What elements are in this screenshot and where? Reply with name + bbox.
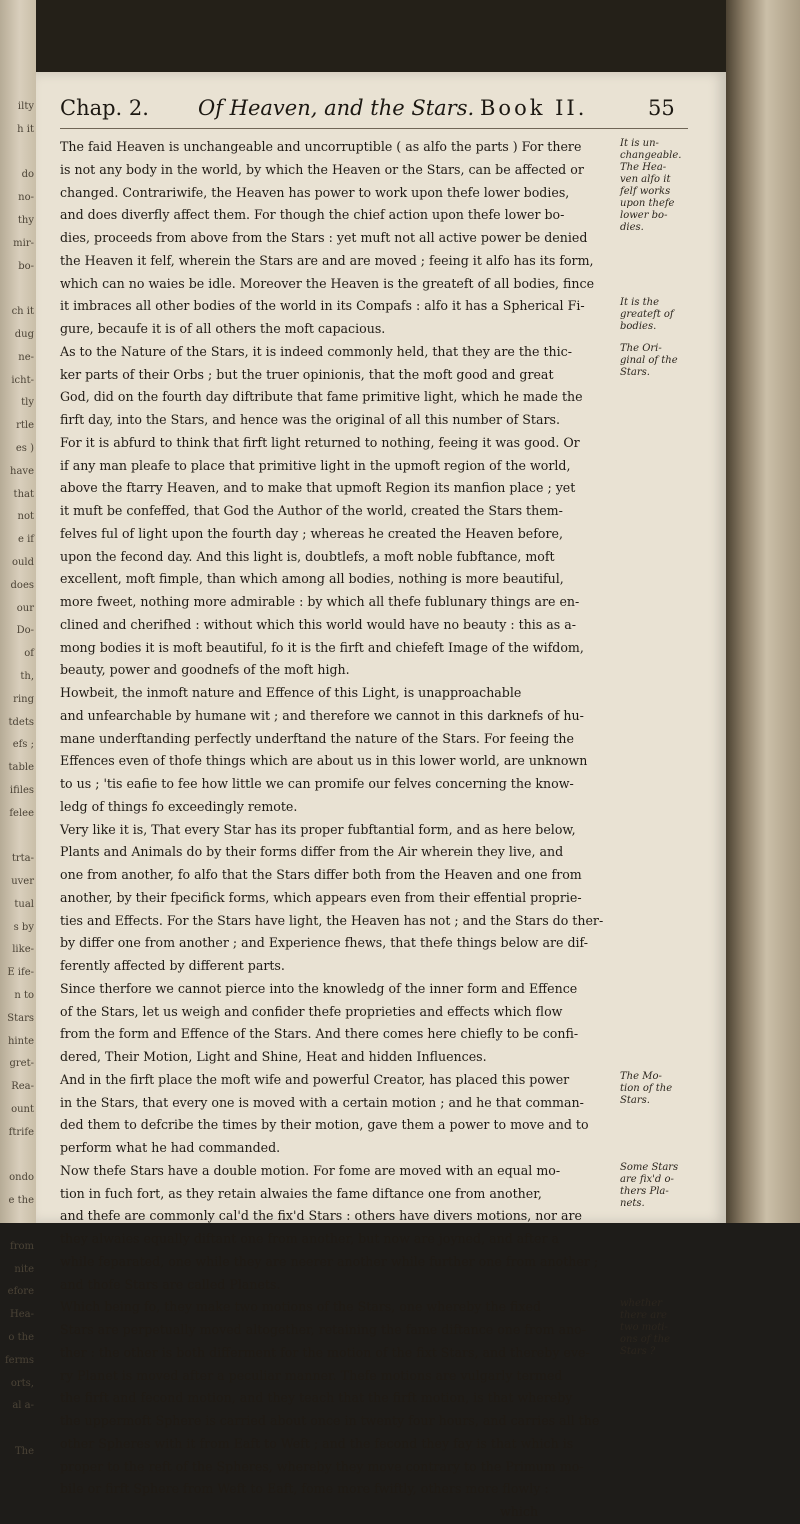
text-line: the uppermoft Sphere is carried about once in twenty four hours, and carries all the (60, 1413, 600, 1428)
margin-note-line: Stars. (620, 1094, 650, 1106)
margin-note (620, 1162, 684, 1210)
facing-fragment: n to (14, 990, 34, 1002)
facing-fragment: ifiles (9, 784, 34, 796)
margin-note-line: dies. (620, 222, 644, 233)
text-line: while feparated, one while they are neerer another while further one from another ; (60, 1253, 599, 1269)
chapter-label: Chap. 2. (60, 96, 149, 120)
text-line: another, by their fpecifick forms, which appears even from their effential proprie- (60, 889, 582, 905)
margin-note-line: Stars ? (620, 1346, 656, 1358)
text-line: ties and Effects. For the Stars have light, the Heaven has not ; and the Stars do ther- (60, 912, 604, 928)
facing-fragment: trta- (11, 853, 34, 865)
facing-fragment: Do- (16, 625, 34, 637)
facing-fragment: ount (11, 1104, 34, 1116)
margin-note-line: whether (620, 1298, 663, 1310)
text-line: above the ftarry Heaven, and to make that upmoft Region its manfion place ; yet (60, 480, 576, 496)
facing-fragment: from (10, 1240, 34, 1252)
margin-note-line: thers Pla- (620, 1185, 669, 1197)
text-line: and unfearchable by humane wit ; and therefore we cannot in this darknefs of hu- (60, 707, 584, 723)
facing-fragment: does (10, 579, 34, 591)
text-line: ferently affected by different parts. (60, 958, 285, 973)
text-line: upon the fecond day. And this light is, doubtlefs, a moft noble fubftance, moft (60, 548, 555, 564)
text-line: by differ one from another ; and Experience fhews, that thefe things below are dif- (60, 935, 589, 951)
facing-fragment (0, 1145, 34, 1168)
text-line: tion in fuch fort, as they retain alwaies the fame diftance one from another, (60, 1185, 542, 1201)
margin-note-line: The Ori- (620, 342, 662, 354)
margin-note-line: lower bo- (620, 210, 668, 221)
facing-fragment: table (8, 762, 34, 774)
text-line: the Heaven it felf, wherein the Stars are and are moved ; feeing it alfo has its form, (60, 252, 594, 268)
text-line: God, did on the fourth day diftribute that fame primitive light, which he made the (60, 389, 583, 405)
facing-fragment: s by (13, 921, 34, 933)
text-line: proper to the reft of the Spheres, whereby they move contrary to the Primum mo- (60, 1458, 584, 1474)
facing-fragment: e the (8, 1195, 34, 1207)
text-line: from the form and Effence of the Stars. And there comes here chiefly to be confi- (60, 1026, 579, 1042)
facing-fragment: o the (8, 1332, 34, 1344)
text-line: is not any body in the world, by which the Heaven or the Stars, can be affected or (60, 161, 584, 177)
text-line: Now thefe Stars have a double motion. For fome are moved with an equal mo- (60, 1162, 561, 1178)
main-text (60, 136, 620, 1524)
text-line: other Spheres with it from Eaft to Weft ; and the fecond they fay is that which is (60, 1435, 574, 1451)
text-line: in the Stars, that every one is moved with a certain motion ; and he that comman- (60, 1094, 584, 1110)
margin-note-line: Some Stars (620, 1161, 679, 1173)
facing-fragment: es ) (15, 442, 34, 454)
text-line: Very like it is, That every Star has its proper fubftantial form, and as here below, (60, 821, 576, 837)
text-line: it imbraces all other bodies of the world in its Compafs : alfo it has a Spherical Fi- (60, 298, 585, 314)
background-top (36, 0, 726, 72)
facing-fragment: icht- (11, 374, 34, 386)
facing-fragment: thy (17, 214, 34, 226)
facing-fragment (0, 1213, 34, 1236)
facing-fragment: mir- (13, 237, 34, 249)
facing-fragment: hinte (7, 1035, 34, 1047)
facing-fragment: Rea- (11, 1081, 34, 1093)
facing-fragment: have (10, 465, 34, 477)
text-line: Effences even of thofe things which are about us in this lower world, are unknown (60, 753, 588, 769)
facing-fragment: E ife- (7, 967, 34, 979)
text-line: changed. Contrariwife, the Heaven has power to work upon thefe lower bodies, (60, 184, 570, 200)
text-line: dies, proceeds from above from the Stars : yet muft not all active power be denied (60, 230, 588, 245)
text-line: which (500, 1504, 539, 1519)
margin-note-line: there are (620, 1310, 667, 1322)
facing-fragment: nite (14, 1263, 34, 1275)
facing-fragment: tly (21, 397, 34, 409)
margin-note-line: tion of the (620, 1082, 673, 1094)
facing-fragment: tdets (8, 716, 34, 728)
margin-note-line: ons of the (620, 1334, 671, 1346)
facing-page-fragments (0, 96, 34, 1458)
running-title: Of Heaven, and the Stars. (198, 96, 475, 120)
facing-fragment: that (13, 488, 34, 500)
margin-note-line: two moti- (620, 1322, 668, 1334)
facing-fragment: rtle (16, 420, 34, 432)
margin-note-line: nets. (620, 1197, 645, 1209)
facing-fragment: ondo (9, 1172, 34, 1184)
margin-note-line: The Hea- (620, 162, 667, 173)
running-header (60, 96, 690, 130)
text-line: excellent, moft fimple, than which among all bodies, nothing is more beautiful, (60, 571, 564, 587)
text-line: For it is abfurd to think that firft light returned to nothing, feeing it was good. Or (60, 434, 580, 450)
text-line: which can no waies be idle. Moreover the Heaven is the greateft of all bodies, fince (60, 275, 595, 291)
margin-note-line: ginal of the (620, 354, 678, 366)
text-line: gure, becaufe it is of all others the moft capacious. (60, 321, 386, 336)
page-number: 55 (648, 96, 675, 120)
facing-fragment: th, (20, 670, 34, 682)
facing-fragment: ould (11, 556, 34, 568)
facing-fragment: of (24, 648, 34, 660)
text-line: and thofe Stars are called Planets. (60, 1276, 281, 1292)
text-line: the firft and fecond motion, and they teach that the firft motion, is that whereby (60, 1390, 573, 1406)
margin-note-line: It is un- (620, 138, 659, 149)
facing-fragment: no- (18, 192, 34, 204)
facing-fragment (0, 142, 34, 165)
facing-fragment (0, 826, 34, 849)
margin-note-line: felf works (620, 186, 671, 197)
facing-fragment: ring (13, 693, 34, 705)
facing-fragment: e if (18, 534, 34, 546)
text-line: more fweet, nothing more admirable : by which all thefe fublunary things are en- (60, 594, 580, 609)
facing-fragment: ilty (17, 101, 34, 112)
facing-fragment: felee (9, 807, 34, 819)
text-line: dered, Their Motion, Light and Shine, Heat and hidden Influences. (60, 1049, 487, 1064)
facing-fragment: do (21, 169, 34, 181)
facing-fragment: Stars (7, 1012, 34, 1024)
text-line: felves ful of light upon the fourth day ; whereas he created the Heaven before, (60, 525, 563, 541)
margin-note (620, 138, 684, 234)
facing-fragment: ftrife (8, 1126, 34, 1138)
facing-fragment: uver (11, 876, 34, 888)
margin-note (620, 1298, 684, 1358)
text-line: and thefe are commonly cal'd the fix'd Stars : others have divers motions, nor are (60, 1208, 582, 1224)
text-line: Howbeit, the inmoft nature and Effence of this Light, is unapproachable (60, 685, 522, 700)
text-line: Stars are perpetually moved altogether, retaining the fame diftance one from ano- (60, 1322, 587, 1337)
facing-fragment: The (14, 1446, 34, 1458)
text-line: As to the Nature of the Stars, it is indeed commonly held, that they are the thic- (60, 343, 572, 359)
margin-note (620, 343, 684, 379)
text-line: Plants and Animals do by their forms differ from the Air wherein they live, and (60, 844, 564, 860)
text-line: The faid Heaven is unchangeable and uncorruptible ( as alfo the parts ) For there (60, 139, 582, 154)
text-line: perform what he had commanded. (60, 1140, 281, 1155)
facing-fragment: like- (12, 944, 34, 956)
facing-fragment: ferms (4, 1354, 34, 1366)
facing-fragment: Hea- (10, 1309, 34, 1321)
facing-fragment: not (17, 511, 34, 523)
facing-fragment: tual (14, 898, 34, 910)
text-line: ther : the other is both differment for the motion of the fixt Stars, and thereby eve- (60, 1344, 590, 1360)
text-line: one from another, fo alfo that the Stars differ both from the Heaven and one from (60, 867, 582, 882)
text-line: Which being fo, they make two motions of the Stars, one whereby the fixed (60, 1299, 542, 1315)
facing-fragment: bo- (18, 260, 34, 272)
facing-fragment: ne- (18, 351, 34, 363)
page-stack-edge (726, 0, 800, 1223)
facing-fragment: our (16, 602, 34, 614)
margin-note-line: are fix'd o- (620, 1173, 674, 1185)
facing-fragment (0, 278, 34, 301)
header-rule (60, 128, 688, 129)
text-line: if any man pleafe to place that primitive light in the upmoft region of the world, (60, 457, 571, 473)
text-line: ded them to defcribe the times by their motion, gave them a power to move and to (60, 1117, 589, 1133)
margin-note-line: ven alfo it (620, 174, 671, 185)
text-line: to us ; 'tis eafie to fee how little we can promife our felves concerning the know- (60, 776, 574, 791)
text-line: beauty, power and goodnefs of the moft high. (60, 662, 350, 678)
text-line: ker parts of their Orbs ; but the truer opinionis, that the moft good and great (60, 366, 554, 382)
margin-note-line: The Mo- (620, 1070, 662, 1082)
text-line: they alwaies equally diftant one from another, but now are joyned, and after a (60, 1231, 559, 1246)
text-line: bile or firft Sphere from Weft to Eaft, fome more fwiftly, others more flowly : (60, 1481, 549, 1497)
facing-fragment: orts, (10, 1377, 34, 1389)
facing-fragment: dug (14, 328, 34, 340)
margin-note (620, 1071, 684, 1107)
margin-note-line: greateft of (620, 309, 674, 321)
facing-fragment: efs ; (12, 739, 34, 751)
text-line: of the Stars, let us weigh and confider thefe proprieties and effects which flow (60, 1003, 563, 1019)
text-line: And in the firft place the moft wife and powerful Creator, has placed this power (60, 1071, 570, 1087)
book-label: Book II. (480, 96, 588, 120)
text-line: mane underftanding perfectly underftand the nature of the Stars. For feeing the (60, 730, 574, 746)
text-line: clined and cherifhed : without which this world would have no beauty : this as a- (60, 616, 576, 632)
margin-note-line: changeable. (620, 150, 682, 161)
text-line: ry Planet is moved after a peculiar manner. Thefe motions are vulgarly termed (60, 1367, 563, 1383)
text-line: firft day, into the Stars, and hence was the original of all this number of Stars. (60, 412, 560, 427)
text-line: ledg of things fo exceedingly remote. (60, 798, 298, 814)
margin-note-line: Stars. (620, 366, 650, 378)
text-line: mong bodies it is moft beautiful, fo it is the firft and chiefeft Image of the wifdom, (60, 639, 584, 655)
margin-note-line: bodies. (620, 321, 657, 333)
facing-fragment: efore (7, 1286, 34, 1298)
margin-note-line: It is the (620, 297, 660, 309)
facing-fragment: gret- (9, 1058, 34, 1070)
text-line: Since therfore we cannot pierce into the knowledg of the inner form and Effence (60, 980, 578, 996)
facing-fragment: ch it (11, 306, 34, 318)
text-line: it muft be confeffed, that God the Author of the world, created the Stars them- (60, 503, 563, 518)
facing-fragment (0, 1418, 34, 1441)
facing-fragment: al a- (12, 1400, 34, 1412)
facing-fragment: h it (17, 123, 34, 135)
margin-note-line: upon thefe (620, 198, 675, 209)
margin-note (620, 297, 684, 333)
text-line: and does diverfly affect them. For though the chief action upon thefe lower bo- (60, 207, 565, 223)
